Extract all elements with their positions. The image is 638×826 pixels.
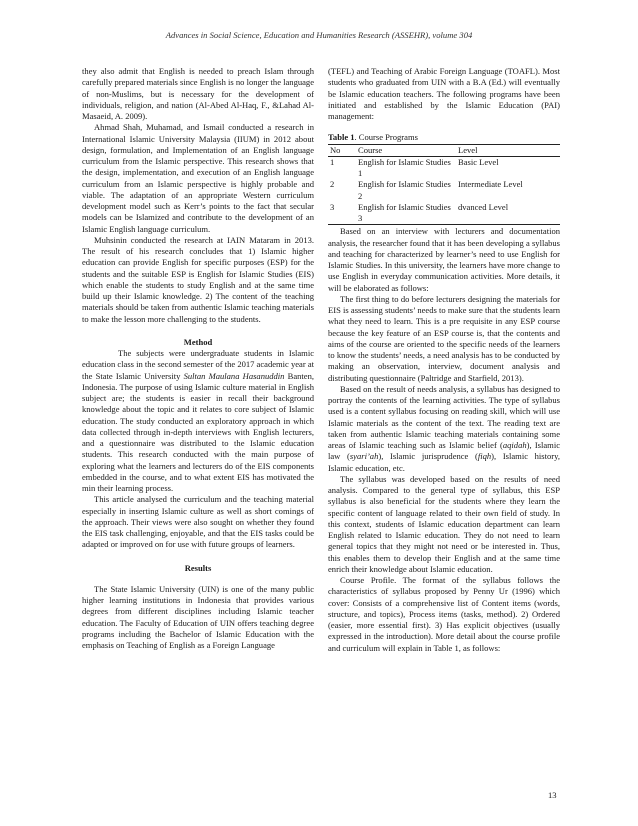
italic-text-run: fiqh xyxy=(477,451,492,462)
body-paragraph: The syllabus was developed based on the results of need analysis. Compared to the general type of syllabus, this ESP syllabus is also beneficial for the students where they learn the specific content of language related to their own field of study. In this context, students of Islamic education department can learn English related to Islamic education. They do not need to learn general topics that they might not need or be interested in. Thus, this enables them to develop their English and at the same time enrich their knowledge about Islamic education. xyxy=(328,473,560,574)
text-run: The subjects were undergraduate students in Islamic education class in the second semester of the 2017 academic year at the State Islamic University xyxy=(82,348,314,381)
table-cell: Basic Level xyxy=(458,156,499,167)
table-header-cell: No xyxy=(330,144,341,155)
body-paragraph: Ahmad Shah, Muhamad, and Ismail conducted a research in International Islamic University Malaysia (IIUM) in 2012 about design, formulation, and Implementation of an English language curriculum from the Islamic perspective. This research shows that the design, implementation, and execution of an English language curriculum from an Islamic perspective is highly probable and viable. The adaptation of an appropriate Western curriculum development model such as Kerr’s points to the fact that secular models can be Islamized and contribute to the development of an Islamic English language curriculum. xyxy=(82,122,314,234)
table-header-row xyxy=(328,144,560,156)
body-paragraph xyxy=(328,384,560,474)
results-heading: Results xyxy=(184,562,212,573)
table-cell: 3 xyxy=(330,201,335,212)
course-programs-table xyxy=(328,144,560,226)
method-paragraph: This article analysed the curriculum and the teaching material especially in inserting Islamic culture as well as short comings of the approach. Their views were also sought on whether they found the EIS task challenging, enjoyable, and that the EIS tasks could be adapted or improved on for use with future groups of learners. xyxy=(82,494,314,550)
body-paragraph: they also admit that English is needed to preach Islam through carefully prepared materials since English is no longer the language of non-Muslims, but is necessary for the development of individuals, religion, and nation (Al-Abed Al-Haq, F., &Lahad Al-Masaeid, A. 2009). xyxy=(82,66,314,121)
right-column xyxy=(328,66,560,654)
results-paragraph: The State Islamic University (UIN) is one of the many public higher learning institutions in Indonesia that provides various degrees from different disciplines including Islamic teacher education. The Faculty of Education of UIN offers teaching degree programs including the Bachelor of Islamic Education with the emphasis on Teaching of English as a Foreign Language xyxy=(82,583,314,650)
table-label: Table 1 xyxy=(328,132,355,143)
text-run: ), Islamic history, Islamic education, etc. xyxy=(328,451,560,473)
table-cell: English for Islamic Studies 2 xyxy=(358,179,451,201)
method-heading: Method xyxy=(183,336,213,347)
table-header-cell: Course xyxy=(358,144,383,155)
table-cell: English for Islamic Studies 3 xyxy=(358,201,451,223)
table-caption xyxy=(328,132,560,143)
method-paragraph xyxy=(82,348,314,494)
text-run: Banten, Indonesia. The purpose of using Islamic culture material in English subject are; the students is easier in recall their background knowledge about the topic and it relates to core subject of Islamic education. The study conducted an exploratory approach in which data collected through in-depth interviews with English lecturers, and a questionnaire was distributed to the Islamic education students. This research conducted with the main purpose of exploring what the learners and lecturers do of the EIS components embedded in the course, and to what extent EIS has motivated the min their learning process. xyxy=(82,370,314,493)
table-cell: English for Islamic Studies 1 xyxy=(358,156,451,178)
running-header: Advances in Social Science, Education and Humanities Research (ASSEHR), volume 304 xyxy=(165,30,473,40)
page-number: 13 xyxy=(548,790,557,800)
text-run: Based on the result of needs analysis, a syllabus has designed to portray the contents of the learning activities. The type of syllabus used is a content syllabus focusing on reading skill, which will use Islamic materials as the content of the text. The reading text are taken from authentic Islamic teaching materials containing some areas of Islamic teaching such as Islamic belief ( xyxy=(328,383,560,450)
table-row xyxy=(328,156,560,179)
italic-text-run: aqidah xyxy=(502,440,527,450)
body-paragraph: The first thing to do before lecturers designing the materials for EIS is assessing students’ needs to make sure that the students learn what they need to learn. This is a pre requisite in any ESP course because the key feature of an ESP course is, that the contents and aims of the course are oriented to the specific needs of the learners to know the students’ needs, a need analysis has to be conducted by making an observation, interview, document analysis and distributing questionnaire (Paltridge and Starfield, 2013). xyxy=(328,293,560,383)
body-paragraph: Based on an interview with lecturers and documentation analysis, the researcher found that it has been developing a syllabus and teaching for characterized by learner’s need to use English for Islamic Studies. In this university, the learners have more change to use English in everyday communication activities. More details, it will be elaborated as follows: xyxy=(328,226,560,293)
left-column xyxy=(82,66,314,651)
body-paragraph: Course Profile. The format of the syllabus follows the characteristics of syllabus proposed by Penny Ur (1996) which cover: Consists of a comprehensive list of Content items (words, structure, and topics), Process items (tasks, method). 2) Ordered (easier, more essential first). 3) Has explicit objectives (usually expressed in the introduction). More detail about the course profile and curriculum will explain in Table 1, as follows: xyxy=(328,575,560,653)
table-cell: dvanced Level xyxy=(458,201,509,212)
text-run: ), Islamic jurisprudence ( xyxy=(378,451,478,462)
table-caption-text: . Course Programs xyxy=(354,132,418,143)
italic-text-run: syari’ah xyxy=(349,451,379,462)
table-header-cell: Level xyxy=(458,144,478,155)
body-paragraph: (TEFL) and Teaching of Arabic Foreign Language (TOAFL). Most students who graduated from UIN with a B.A (Ed.) will eventually be Islamic education teachers. The following programs have been initiated and established by the Islamic Education (PAI) management: xyxy=(328,66,560,121)
table-row xyxy=(328,202,560,225)
text-run: ), Islamic law ( xyxy=(328,440,560,462)
table-cell: Intermediate Level xyxy=(458,179,523,190)
table-row xyxy=(328,179,560,202)
table-cell: 1 xyxy=(330,156,335,167)
table-cell: 2 xyxy=(330,179,335,190)
body-paragraph: Muhsinin conducted the research at IAIN Mataram in 2013. The result of his research concludes that 1) Islamic higher education can provide English for specific purposes (ESP) for the students and the suitable ESP is English for Islamic Studies (EIS) which enable the students to study English and at the same time build up their Islamic knowledge. 2) The content of the teaching materials should be taken from authentic Islamic teaching materials to make the lesson more challenging to the students. xyxy=(82,234,314,324)
italic-text-run: Sultan Maulana Hasanuddin xyxy=(183,370,285,381)
